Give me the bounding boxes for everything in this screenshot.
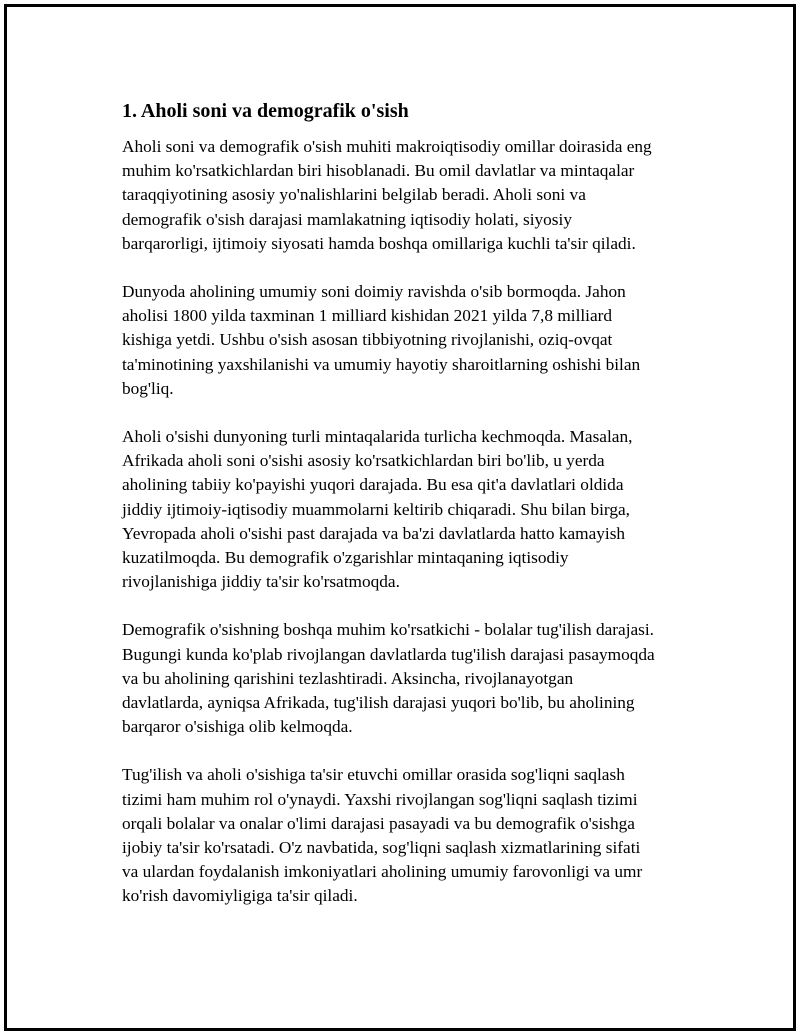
- paragraph-line: taraqqiyotining asosiy yo'nalishlarini belgilab beradi. Aholi soni va: [122, 185, 586, 205]
- document-body: [122, 99, 702, 933]
- paragraph-line: bog'liq.: [122, 378, 174, 398]
- paragraph-line: ijobiy ta'sir ko'rsatadi. O'z navbatida, sog'liqni saqlash xizmatlarining sifati: [122, 838, 641, 858]
- paragraph-line: Aholi soni va demografik o'sish muhiti makroiqtisodiy omillar doirasida eng: [122, 137, 652, 156]
- paragraph: [122, 135, 702, 256]
- paragraph-line: Tug'ilish va aholi o'sishiga ta'sir etuvchi omillar orasida sog'liqni saqlash: [122, 765, 625, 785]
- paragraph-line: Afrikada aholi soni o'sishi asosiy ko'rsatkichlardan biri bo'lib, u yerda: [122, 451, 605, 471]
- paragraph: [122, 618, 702, 739]
- paragraph-line: ko'rish davomiyligiga ta'sir qiladi.: [122, 886, 358, 906]
- paragraph: [122, 763, 702, 908]
- paragraph-line: orqali bolalar va onalar o'limi darajasi pasayadi va bu demografik o'sishga: [122, 813, 635, 833]
- paragraph-line: tizimi ham muhim rol o'ynaydi. Yaxshi rivojlangan sog'liqni saqlash tizimi: [122, 789, 638, 809]
- paragraph-line: barqaror o'sishiga olib kelmoqda.: [122, 717, 353, 737]
- paragraph-line: kuzatilmoqda. Bu demografik o'zgarishlar mintaqaning iqtisodiy: [122, 548, 569, 568]
- paragraph-line: Aholi o'sishi dunyoning turli mintaqalarida turlicha kechmoqda. Masalan,: [122, 427, 633, 447]
- paragraph-line: ta'minotining yaxshilanishi va umumiy hayotiy sharoitlarning oshishi bilan: [122, 354, 641, 374]
- paragraph-line: muhim ko'rsatkichlardan biri hisoblanadi. Bu omil davlatlar va mintaqalar: [122, 161, 635, 181]
- paragraph-line: va ulardan foydalanish imkoniyatlari aholining umumiy farovonligi va umr: [122, 862, 643, 882]
- paragraph-line: Demografik o'sishning boshqa muhim ko'rsatkichi - bolalar tug'ilish darajasi.: [122, 620, 655, 640]
- page-frame: [4, 4, 796, 1031]
- paragraph: [122, 280, 702, 401]
- paragraph-line: jiddiy ijtimoiy-iqtisodiy muammolarni keltirib chiqaradi. Shu bilan birga,: [122, 499, 630, 519]
- paragraph-line: Bugungi kunda ko'plab rivojlangan davlatlarda tug'ilish darajasi pasaymoqda: [122, 644, 655, 664]
- paragraph-line: aholisi 1800 yilda taxminan 1 milliard kishidan 2021 yilda 7,8 milliard: [122, 306, 613, 326]
- paragraph-line: demografik o'sish darajasi mamlakatning iqtisodiy holati, siyosiy: [122, 209, 572, 229]
- paragraph-line: rivojlanishiga jiddiy ta'sir ko'rsatmoqda.: [122, 572, 400, 592]
- paragraph-line: Dunyoda aholining umumiy soni doimiy ravishda o'sib bormoqda. Jahon: [122, 282, 626, 302]
- section-heading: 1. Aholi soni va demografik o'sish: [122, 100, 409, 122]
- paragraph-line: davlatlarda, ayniqsa Afrikada, tug'ilish darajasi yuqori bo'lib, bu aholining: [122, 693, 635, 713]
- paragraph-line: Yevropada aholi o'sishi past darajada va ba'zi davlatlarda hatto kamayish: [122, 523, 626, 543]
- paragraph-line: va bu aholining qarishini tezlashtiradi. Aksincha, rivojlanayotgan: [122, 668, 574, 688]
- paragraph: [122, 425, 702, 594]
- paragraphs-container: [122, 135, 702, 909]
- paragraph-line: barqarorligi, ijtimoiy siyosati hamda boshqa omillariga kuchli ta'sir qiladi.: [122, 233, 636, 253]
- paragraph-line: kishiga yetdi. Ushbu o'sish asosan tibbiyotning rivojlanishi, oziq-ovqat: [122, 330, 613, 350]
- paragraph-line: aholining tabiiy ko'payishi yuqori darajada. Bu esa qit'a davlatlari oldida: [122, 475, 624, 495]
